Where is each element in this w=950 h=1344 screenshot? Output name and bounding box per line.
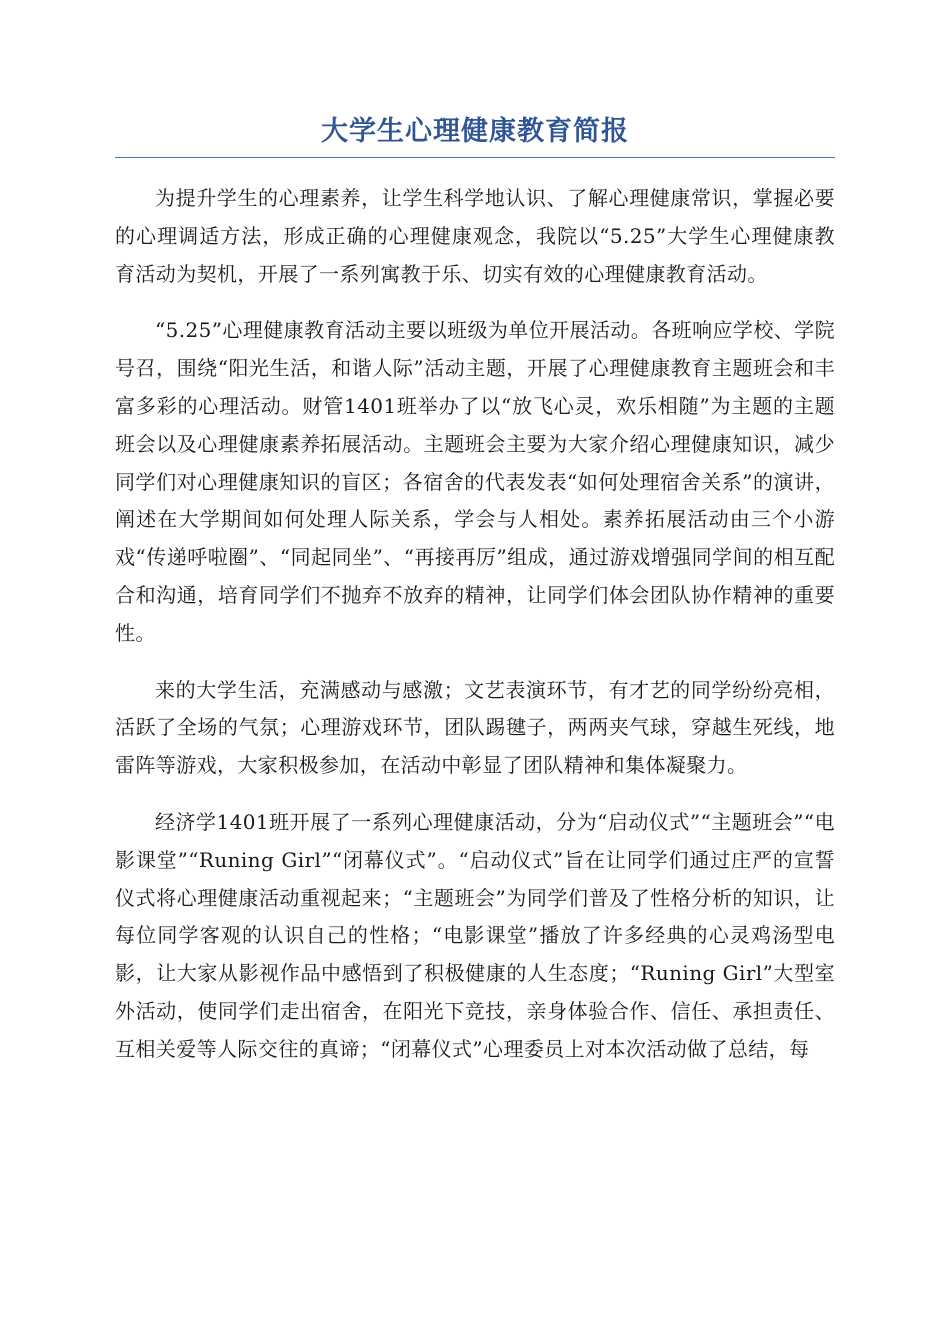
paragraph-performances: 来的大学生活，充满感动与感激；文艺表演环节，有才艺的同学纷纷亮相，活跃了全场的气氛；心理游戏环节，团队踢毽子，两两夹气球，穿越生死线，地雷阵等游戏，大家积极参加，在活动中彰显了团队精神和集体凝聚力。: [115, 677, 835, 778]
document-title: 大学生心理健康教育简报: [115, 110, 835, 158]
document-page: [115, 110, 835, 1069]
paragraph-class-activities: “5.25”心理健康教育活动主要以班级为单位开展活动。各班响应学校、学院号召，围绕“阳光生活，和谐人际”活动主题，开展了心理健康教育主题班会和丰富多彩的心理活动。财管1401班举办了以“放飞心灵，欢乐相随”为主题的主题班会以及心理健康素养拓展活动。主题班会主要为大家介绍心理健康知识，减少同学们对心理健康知识的盲区；各宿舍的代表发表“如何处理宿舍关系”的演讲，阐述在大学期间如何处理人际关系，学会与人相处。素养拓展活动由三个小游戏“传递呼啦圈”、“同起同坐”、“再接再厉”组成，通过游戏增强同学间的相互配合和沟通，培育同学们不抛弃不放弃的精神，让同学们体会团队协作精神的重要性。: [115, 318, 835, 645]
paragraph-intro: 为提升学生的心理素养，让学生科学地认识、了解心理健康常识，掌握必要的心理调适方法，形成正确的心理健康观念，我院以“5.25”大学生心理健康教育活动为契机，开展了一系列寓教于乐、切实有效的心理健康教育活动。: [115, 186, 835, 286]
paragraph-economics-class: 经济学1401班开展了一系列心理健康活动，分为“启动仪式”“主题班会”“电影课堂”“Runing Girl”“闭幕仪式”。“启动仪式”旨在让同学们通过庄严的宣誓仪式将心理健康活动重视起来；“主题班会”为同学们普及了性格分析的知识，让每位同学客观的认识自己的性格；“电影课堂”播放了许多经典的心灵鸡汤型电影，让大家从影视作品中感悟到了积极健康的人生态度；“Runing Girl”大型室外活动，使同学们走出宿舍，在阳光下竞技，亲身体验合作、信任、承担责任、互相关爱等人际交往的真谛；“闭幕仪式”心理委员上对本次活动做了总结，每: [115, 809, 835, 1061]
